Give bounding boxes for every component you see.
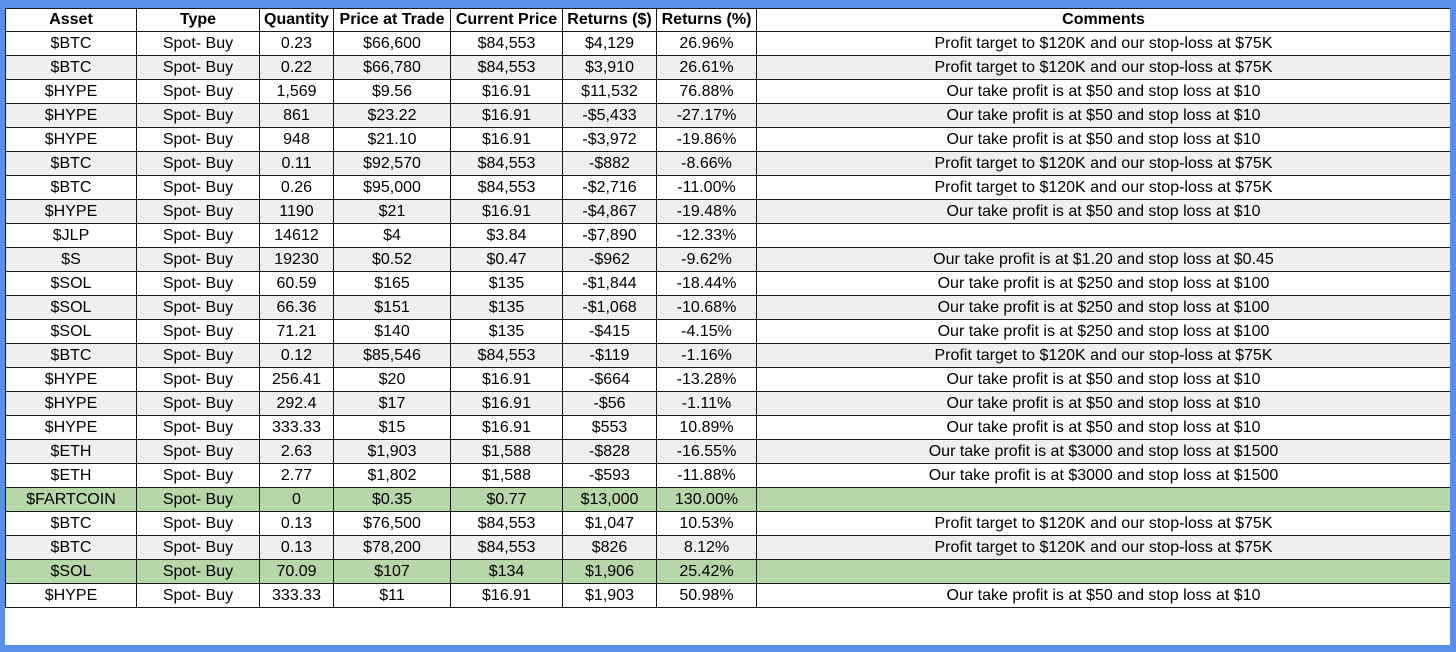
returns-usd-cell[interactable]: -$828 bbox=[563, 440, 657, 464]
header-asset[interactable]: Asset bbox=[6, 9, 137, 32]
type-cell[interactable]: Spot- Buy bbox=[137, 200, 260, 224]
current-price-cell[interactable]: $84,553 bbox=[451, 32, 563, 56]
returns-usd-cell[interactable]: $11,532 bbox=[563, 80, 657, 104]
returns-usd-cell[interactable]: -$1,844 bbox=[563, 272, 657, 296]
returns-pct-cell[interactable]: -1.16% bbox=[657, 344, 757, 368]
comments-cell[interactable]: Profit target to $120K and our stop-loss at $75K bbox=[757, 32, 1451, 56]
asset-cell[interactable]: $SOL bbox=[6, 296, 137, 320]
trades-table bbox=[5, 8, 1450, 608]
returns-usd-cell[interactable]: -$5,433 bbox=[563, 104, 657, 128]
asset-cell[interactable]: $HYPE bbox=[6, 104, 137, 128]
returns-pct-cell[interactable]: -4.15% bbox=[657, 320, 757, 344]
price-at-trade-cell[interactable]: $20 bbox=[334, 368, 451, 392]
returns-pct-cell[interactable]: -13.28% bbox=[657, 368, 757, 392]
asset-cell[interactable]: $SOL bbox=[6, 320, 137, 344]
returns-pct-cell[interactable]: -27.17% bbox=[657, 104, 757, 128]
current-price-cell[interactable]: $1,588 bbox=[451, 440, 563, 464]
current-price-cell[interactable]: $84,553 bbox=[451, 536, 563, 560]
comments-cell[interactable]: Our take profit is at $50 and stop loss at $10 bbox=[757, 368, 1451, 392]
quantity-cell[interactable]: 14612 bbox=[260, 224, 334, 248]
price-at-trade-cell[interactable]: $66,600 bbox=[334, 32, 451, 56]
comments-cell[interactable]: Profit target to $120K and our stop-loss at $75K bbox=[757, 536, 1451, 560]
table-row bbox=[6, 584, 1451, 608]
current-price-cell[interactable]: $84,553 bbox=[451, 152, 563, 176]
comments-cell[interactable]: Our take profit is at $50 and stop loss at $10 bbox=[757, 128, 1451, 152]
table-row bbox=[6, 128, 1451, 152]
header-quantity[interactable]: Quantity bbox=[260, 9, 334, 32]
price-at-trade-cell[interactable]: $17 bbox=[334, 392, 451, 416]
returns-pct-cell[interactable]: 130.00% bbox=[657, 488, 757, 512]
asset-cell[interactable]: $BTC bbox=[6, 344, 137, 368]
table-row bbox=[6, 104, 1451, 128]
returns-pct-cell[interactable]: 10.53% bbox=[657, 512, 757, 536]
quantity-cell[interactable]: 256.41 bbox=[260, 368, 334, 392]
current-price-cell[interactable]: $16.91 bbox=[451, 80, 563, 104]
price-at-trade-cell[interactable]: $78,200 bbox=[334, 536, 451, 560]
price-at-trade-cell[interactable]: $85,546 bbox=[334, 344, 451, 368]
type-cell[interactable]: Spot- Buy bbox=[137, 368, 260, 392]
current-price-cell[interactable]: $16.91 bbox=[451, 104, 563, 128]
table-row bbox=[6, 80, 1451, 104]
returns-pct-cell[interactable]: 26.96% bbox=[657, 32, 757, 56]
asset-cell[interactable]: $ETH bbox=[6, 464, 137, 488]
price-at-trade-cell[interactable]: $66,780 bbox=[334, 56, 451, 80]
current-price-cell[interactable]: $16.91 bbox=[451, 128, 563, 152]
header-row bbox=[6, 9, 1451, 32]
type-cell[interactable]: Spot- Buy bbox=[137, 104, 260, 128]
table-row bbox=[6, 440, 1451, 464]
returns-pct-cell[interactable]: 25.42% bbox=[657, 560, 757, 584]
quantity-cell[interactable]: 1190 bbox=[260, 200, 334, 224]
table-row bbox=[6, 416, 1451, 440]
asset-cell[interactable]: $BTC bbox=[6, 536, 137, 560]
type-cell[interactable]: Spot- Buy bbox=[137, 344, 260, 368]
asset-cell[interactable]: $HYPE bbox=[6, 584, 137, 608]
price-at-trade-cell[interactable]: $1,903 bbox=[334, 440, 451, 464]
returns-usd-cell[interactable]: -$3,972 bbox=[563, 128, 657, 152]
table-row bbox=[6, 200, 1451, 224]
comments-cell[interactable]: Our take profit is at $50 and stop loss at $10 bbox=[757, 200, 1451, 224]
comments-cell[interactable]: Our take profit is at $3000 and stop loss at $1500 bbox=[757, 464, 1451, 488]
quantity-cell[interactable]: 292.4 bbox=[260, 392, 334, 416]
quantity-cell[interactable]: 0 bbox=[260, 488, 334, 512]
asset-cell[interactable]: $HYPE bbox=[6, 80, 137, 104]
table-row bbox=[6, 344, 1451, 368]
price-at-trade-cell[interactable]: $21 bbox=[334, 200, 451, 224]
quantity-cell[interactable]: 0.11 bbox=[260, 152, 334, 176]
price-at-trade-cell[interactable]: $165 bbox=[334, 272, 451, 296]
asset-cell[interactable]: $BTC bbox=[6, 176, 137, 200]
table-row bbox=[6, 176, 1451, 200]
returns-usd-cell[interactable]: $1,906 bbox=[563, 560, 657, 584]
table-row bbox=[6, 488, 1451, 512]
table-row bbox=[6, 464, 1451, 488]
quantity-cell[interactable]: 60.59 bbox=[260, 272, 334, 296]
asset-cell[interactable]: $BTC bbox=[6, 152, 137, 176]
returns-pct-cell[interactable]: -8.66% bbox=[657, 152, 757, 176]
asset-cell[interactable]: $HYPE bbox=[6, 368, 137, 392]
returns-pct-cell[interactable]: 26.61% bbox=[657, 56, 757, 80]
returns-pct-cell[interactable]: -11.88% bbox=[657, 464, 757, 488]
table-row bbox=[6, 32, 1451, 56]
returns-pct-cell[interactable]: -19.48% bbox=[657, 200, 757, 224]
asset-cell[interactable]: $BTC bbox=[6, 512, 137, 536]
current-price-cell[interactable]: $0.47 bbox=[451, 248, 563, 272]
returns-pct-cell[interactable]: -19.86% bbox=[657, 128, 757, 152]
type-cell[interactable]: Spot- Buy bbox=[137, 320, 260, 344]
comments-cell[interactable]: Profit target to $120K and our stop-loss at $75K bbox=[757, 152, 1451, 176]
type-cell[interactable]: Spot- Buy bbox=[137, 152, 260, 176]
comments-cell[interactable]: Our take profit is at $50 and stop loss at $10 bbox=[757, 416, 1451, 440]
price-at-trade-cell[interactable]: $9.56 bbox=[334, 80, 451, 104]
returns-usd-cell[interactable]: $13,000 bbox=[563, 488, 657, 512]
header-returns-pct[interactable]: Returns (%) bbox=[657, 9, 757, 32]
comments-cell[interactable]: Our take profit is at $50 and stop loss at $10 bbox=[757, 80, 1451, 104]
asset-cell[interactable]: $HYPE bbox=[6, 392, 137, 416]
type-cell[interactable]: Spot- Buy bbox=[137, 80, 260, 104]
price-at-trade-cell[interactable]: $23.22 bbox=[334, 104, 451, 128]
quantity-cell[interactable]: 71.21 bbox=[260, 320, 334, 344]
quantity-cell[interactable]: 66.36 bbox=[260, 296, 334, 320]
current-price-cell[interactable]: $0.77 bbox=[451, 488, 563, 512]
returns-usd-cell[interactable]: $3,910 bbox=[563, 56, 657, 80]
type-cell[interactable]: Spot- Buy bbox=[137, 248, 260, 272]
type-cell[interactable]: Spot- Buy bbox=[137, 488, 260, 512]
returns-pct-cell[interactable]: -1.11% bbox=[657, 392, 757, 416]
asset-cell[interactable]: $SOL bbox=[6, 560, 137, 584]
quantity-cell[interactable]: 948 bbox=[260, 128, 334, 152]
header-type[interactable]: Type bbox=[137, 9, 260, 32]
comments-cell[interactable]: Our take profit is at $250 and stop loss at $100 bbox=[757, 320, 1451, 344]
returns-usd-cell[interactable]: -$7,890 bbox=[563, 224, 657, 248]
comments-cell[interactable]: Profit target to $120K and our stop-loss at $75K bbox=[757, 512, 1451, 536]
header-comments[interactable]: Comments bbox=[757, 9, 1451, 32]
price-at-trade-cell[interactable]: $1,802 bbox=[334, 464, 451, 488]
quantity-cell[interactable]: 333.33 bbox=[260, 416, 334, 440]
asset-cell[interactable]: $HYPE bbox=[6, 128, 137, 152]
returns-pct-cell[interactable]: -10.68% bbox=[657, 296, 757, 320]
returns-usd-cell[interactable]: $826 bbox=[563, 536, 657, 560]
header-returns-usd[interactable]: Returns ($) bbox=[563, 9, 657, 32]
type-cell[interactable]: Spot- Buy bbox=[137, 584, 260, 608]
quantity-cell[interactable]: 19230 bbox=[260, 248, 334, 272]
returns-pct-cell[interactable]: 8.12% bbox=[657, 536, 757, 560]
table-row bbox=[6, 368, 1451, 392]
quantity-cell[interactable]: 0.26 bbox=[260, 176, 334, 200]
price-at-trade-cell[interactable]: $0.52 bbox=[334, 248, 451, 272]
price-at-trade-cell[interactable]: $15 bbox=[334, 416, 451, 440]
comments-cell[interactable]: Our take profit is at $50 and stop loss at $10 bbox=[757, 392, 1451, 416]
comments-cell[interactable] bbox=[757, 488, 1451, 512]
quantity-cell[interactable]: 1,569 bbox=[260, 80, 334, 104]
table-row bbox=[6, 392, 1451, 416]
current-price-cell[interactable]: $16.91 bbox=[451, 584, 563, 608]
current-price-cell[interactable]: $16.91 bbox=[451, 200, 563, 224]
quantity-cell[interactable]: 70.09 bbox=[260, 560, 334, 584]
current-price-cell[interactable]: $135 bbox=[451, 320, 563, 344]
comments-cell[interactable]: Profit target to $120K and our stop-loss at $75K bbox=[757, 176, 1451, 200]
price-at-trade-cell[interactable]: $140 bbox=[334, 320, 451, 344]
returns-pct-cell[interactable]: 10.89% bbox=[657, 416, 757, 440]
type-cell[interactable]: Spot- Buy bbox=[137, 128, 260, 152]
asset-cell[interactable]: $HYPE bbox=[6, 200, 137, 224]
quantity-cell[interactable]: 0.13 bbox=[260, 536, 334, 560]
current-price-cell[interactable]: $84,553 bbox=[451, 344, 563, 368]
quantity-cell[interactable]: 0.12 bbox=[260, 344, 334, 368]
returns-pct-cell[interactable]: 50.98% bbox=[657, 584, 757, 608]
current-price-cell[interactable]: $135 bbox=[451, 296, 563, 320]
comments-cell[interactable]: Profit target to $120K and our stop-loss at $75K bbox=[757, 56, 1451, 80]
current-price-cell[interactable]: $1,588 bbox=[451, 464, 563, 488]
returns-pct-cell[interactable]: 76.88% bbox=[657, 80, 757, 104]
comments-cell[interactable] bbox=[757, 560, 1451, 584]
returns-usd-cell[interactable]: -$4,867 bbox=[563, 200, 657, 224]
type-cell[interactable]: Spot- Buy bbox=[137, 56, 260, 80]
spreadsheet-frame bbox=[5, 8, 1450, 645]
price-at-trade-cell[interactable]: $76,500 bbox=[334, 512, 451, 536]
asset-cell[interactable]: $BTC bbox=[6, 32, 137, 56]
returns-pct-cell[interactable]: -12.33% bbox=[657, 224, 757, 248]
price-at-trade-cell[interactable]: $4 bbox=[334, 224, 451, 248]
type-cell[interactable]: Spot- Buy bbox=[137, 440, 260, 464]
table-row bbox=[6, 320, 1451, 344]
price-at-trade-cell[interactable]: $21.10 bbox=[334, 128, 451, 152]
table-row bbox=[6, 224, 1451, 248]
quantity-cell[interactable]: 2.63 bbox=[260, 440, 334, 464]
quantity-cell[interactable]: 861 bbox=[260, 104, 334, 128]
returns-pct-cell[interactable]: -18.44% bbox=[657, 272, 757, 296]
table-row bbox=[6, 536, 1451, 560]
type-cell[interactable]: Spot- Buy bbox=[137, 296, 260, 320]
returns-pct-cell[interactable]: -11.00% bbox=[657, 176, 757, 200]
returns-usd-cell[interactable]: $1,047 bbox=[563, 512, 657, 536]
returns-usd-cell[interactable]: $553 bbox=[563, 416, 657, 440]
asset-cell[interactable]: $ETH bbox=[6, 440, 137, 464]
asset-cell[interactable]: $BTC bbox=[6, 56, 137, 80]
current-price-cell[interactable]: $134 bbox=[451, 560, 563, 584]
comments-cell[interactable]: Our take profit is at $1.20 and stop loss at $0.45 bbox=[757, 248, 1451, 272]
header-current-price[interactable]: Current Price bbox=[451, 9, 563, 32]
returns-usd-cell[interactable]: $4,129 bbox=[563, 32, 657, 56]
current-price-cell[interactable]: $16.91 bbox=[451, 392, 563, 416]
table-body bbox=[6, 32, 1451, 608]
price-at-trade-cell[interactable]: $107 bbox=[334, 560, 451, 584]
returns-usd-cell[interactable]: -$882 bbox=[563, 152, 657, 176]
type-cell[interactable]: Spot- Buy bbox=[137, 512, 260, 536]
price-at-trade-cell[interactable]: $151 bbox=[334, 296, 451, 320]
type-cell[interactable]: Spot- Buy bbox=[137, 416, 260, 440]
current-price-cell[interactable]: $3.84 bbox=[451, 224, 563, 248]
table-row bbox=[6, 512, 1451, 536]
price-at-trade-cell[interactable]: $95,000 bbox=[334, 176, 451, 200]
type-cell[interactable]: Spot- Buy bbox=[137, 392, 260, 416]
price-at-trade-cell[interactable]: $0.35 bbox=[334, 488, 451, 512]
quantity-cell[interactable]: 0.13 bbox=[260, 512, 334, 536]
comments-cell[interactable]: Our take profit is at $50 and stop loss at $10 bbox=[757, 584, 1451, 608]
quantity-cell[interactable]: 2.77 bbox=[260, 464, 334, 488]
quantity-cell[interactable]: 0.22 bbox=[260, 56, 334, 80]
returns-usd-cell[interactable]: -$593 bbox=[563, 464, 657, 488]
returns-usd-cell[interactable]: -$664 bbox=[563, 368, 657, 392]
current-price-cell[interactable]: $84,553 bbox=[451, 512, 563, 536]
current-price-cell[interactable]: $16.91 bbox=[451, 368, 563, 392]
current-price-cell[interactable]: $84,553 bbox=[451, 176, 563, 200]
quantity-cell[interactable]: 0.23 bbox=[260, 32, 334, 56]
table-row bbox=[6, 152, 1451, 176]
type-cell[interactable]: Spot- Buy bbox=[137, 176, 260, 200]
returns-usd-cell[interactable]: -$1,068 bbox=[563, 296, 657, 320]
table-row bbox=[6, 56, 1451, 80]
current-price-cell[interactable]: $135 bbox=[451, 272, 563, 296]
price-at-trade-cell[interactable]: $92,570 bbox=[334, 152, 451, 176]
asset-cell[interactable]: $JLP bbox=[6, 224, 137, 248]
table-row bbox=[6, 248, 1451, 272]
type-cell[interactable]: Spot- Buy bbox=[137, 464, 260, 488]
type-cell[interactable]: Spot- Buy bbox=[137, 536, 260, 560]
type-cell[interactable]: Spot- Buy bbox=[137, 224, 260, 248]
price-at-trade-cell[interactable]: $11 bbox=[334, 584, 451, 608]
returns-pct-cell[interactable]: -16.55% bbox=[657, 440, 757, 464]
table-row bbox=[6, 560, 1451, 584]
returns-usd-cell[interactable]: -$119 bbox=[563, 344, 657, 368]
asset-cell[interactable]: $FARTCOIN bbox=[6, 488, 137, 512]
returns-usd-cell[interactable]: $1,903 bbox=[563, 584, 657, 608]
table-row bbox=[6, 272, 1451, 296]
returns-usd-cell[interactable]: -$56 bbox=[563, 392, 657, 416]
comments-cell[interactable]: Profit target to $120K and our stop-loss at $75K bbox=[757, 344, 1451, 368]
current-price-cell[interactable]: $84,553 bbox=[451, 56, 563, 80]
type-cell[interactable]: Spot- Buy bbox=[137, 32, 260, 56]
returns-pct-cell[interactable]: -9.62% bbox=[657, 248, 757, 272]
asset-cell[interactable]: $SOL bbox=[6, 272, 137, 296]
type-cell[interactable]: Spot- Buy bbox=[137, 272, 260, 296]
table-row bbox=[6, 296, 1451, 320]
comments-cell[interactable] bbox=[757, 224, 1451, 248]
returns-usd-cell[interactable]: -$962 bbox=[563, 248, 657, 272]
header-price-at-trade[interactable]: Price at Trade bbox=[334, 9, 451, 32]
returns-usd-cell[interactable]: -$415 bbox=[563, 320, 657, 344]
comments-cell[interactable]: Our take profit is at $50 and stop loss at $10 bbox=[757, 104, 1451, 128]
current-price-cell[interactable]: $16.91 bbox=[451, 416, 563, 440]
type-cell[interactable]: Spot- Buy bbox=[137, 560, 260, 584]
asset-cell[interactable]: $S bbox=[6, 248, 137, 272]
comments-cell[interactable]: Our take profit is at $3000 and stop loss at $1500 bbox=[757, 440, 1451, 464]
comments-cell[interactable]: Our take profit is at $250 and stop loss at $100 bbox=[757, 272, 1451, 296]
returns-usd-cell[interactable]: -$2,716 bbox=[563, 176, 657, 200]
asset-cell[interactable]: $HYPE bbox=[6, 416, 137, 440]
quantity-cell[interactable]: 333.33 bbox=[260, 584, 334, 608]
comments-cell[interactable]: Our take profit is at $250 and stop loss at $100 bbox=[757, 296, 1451, 320]
